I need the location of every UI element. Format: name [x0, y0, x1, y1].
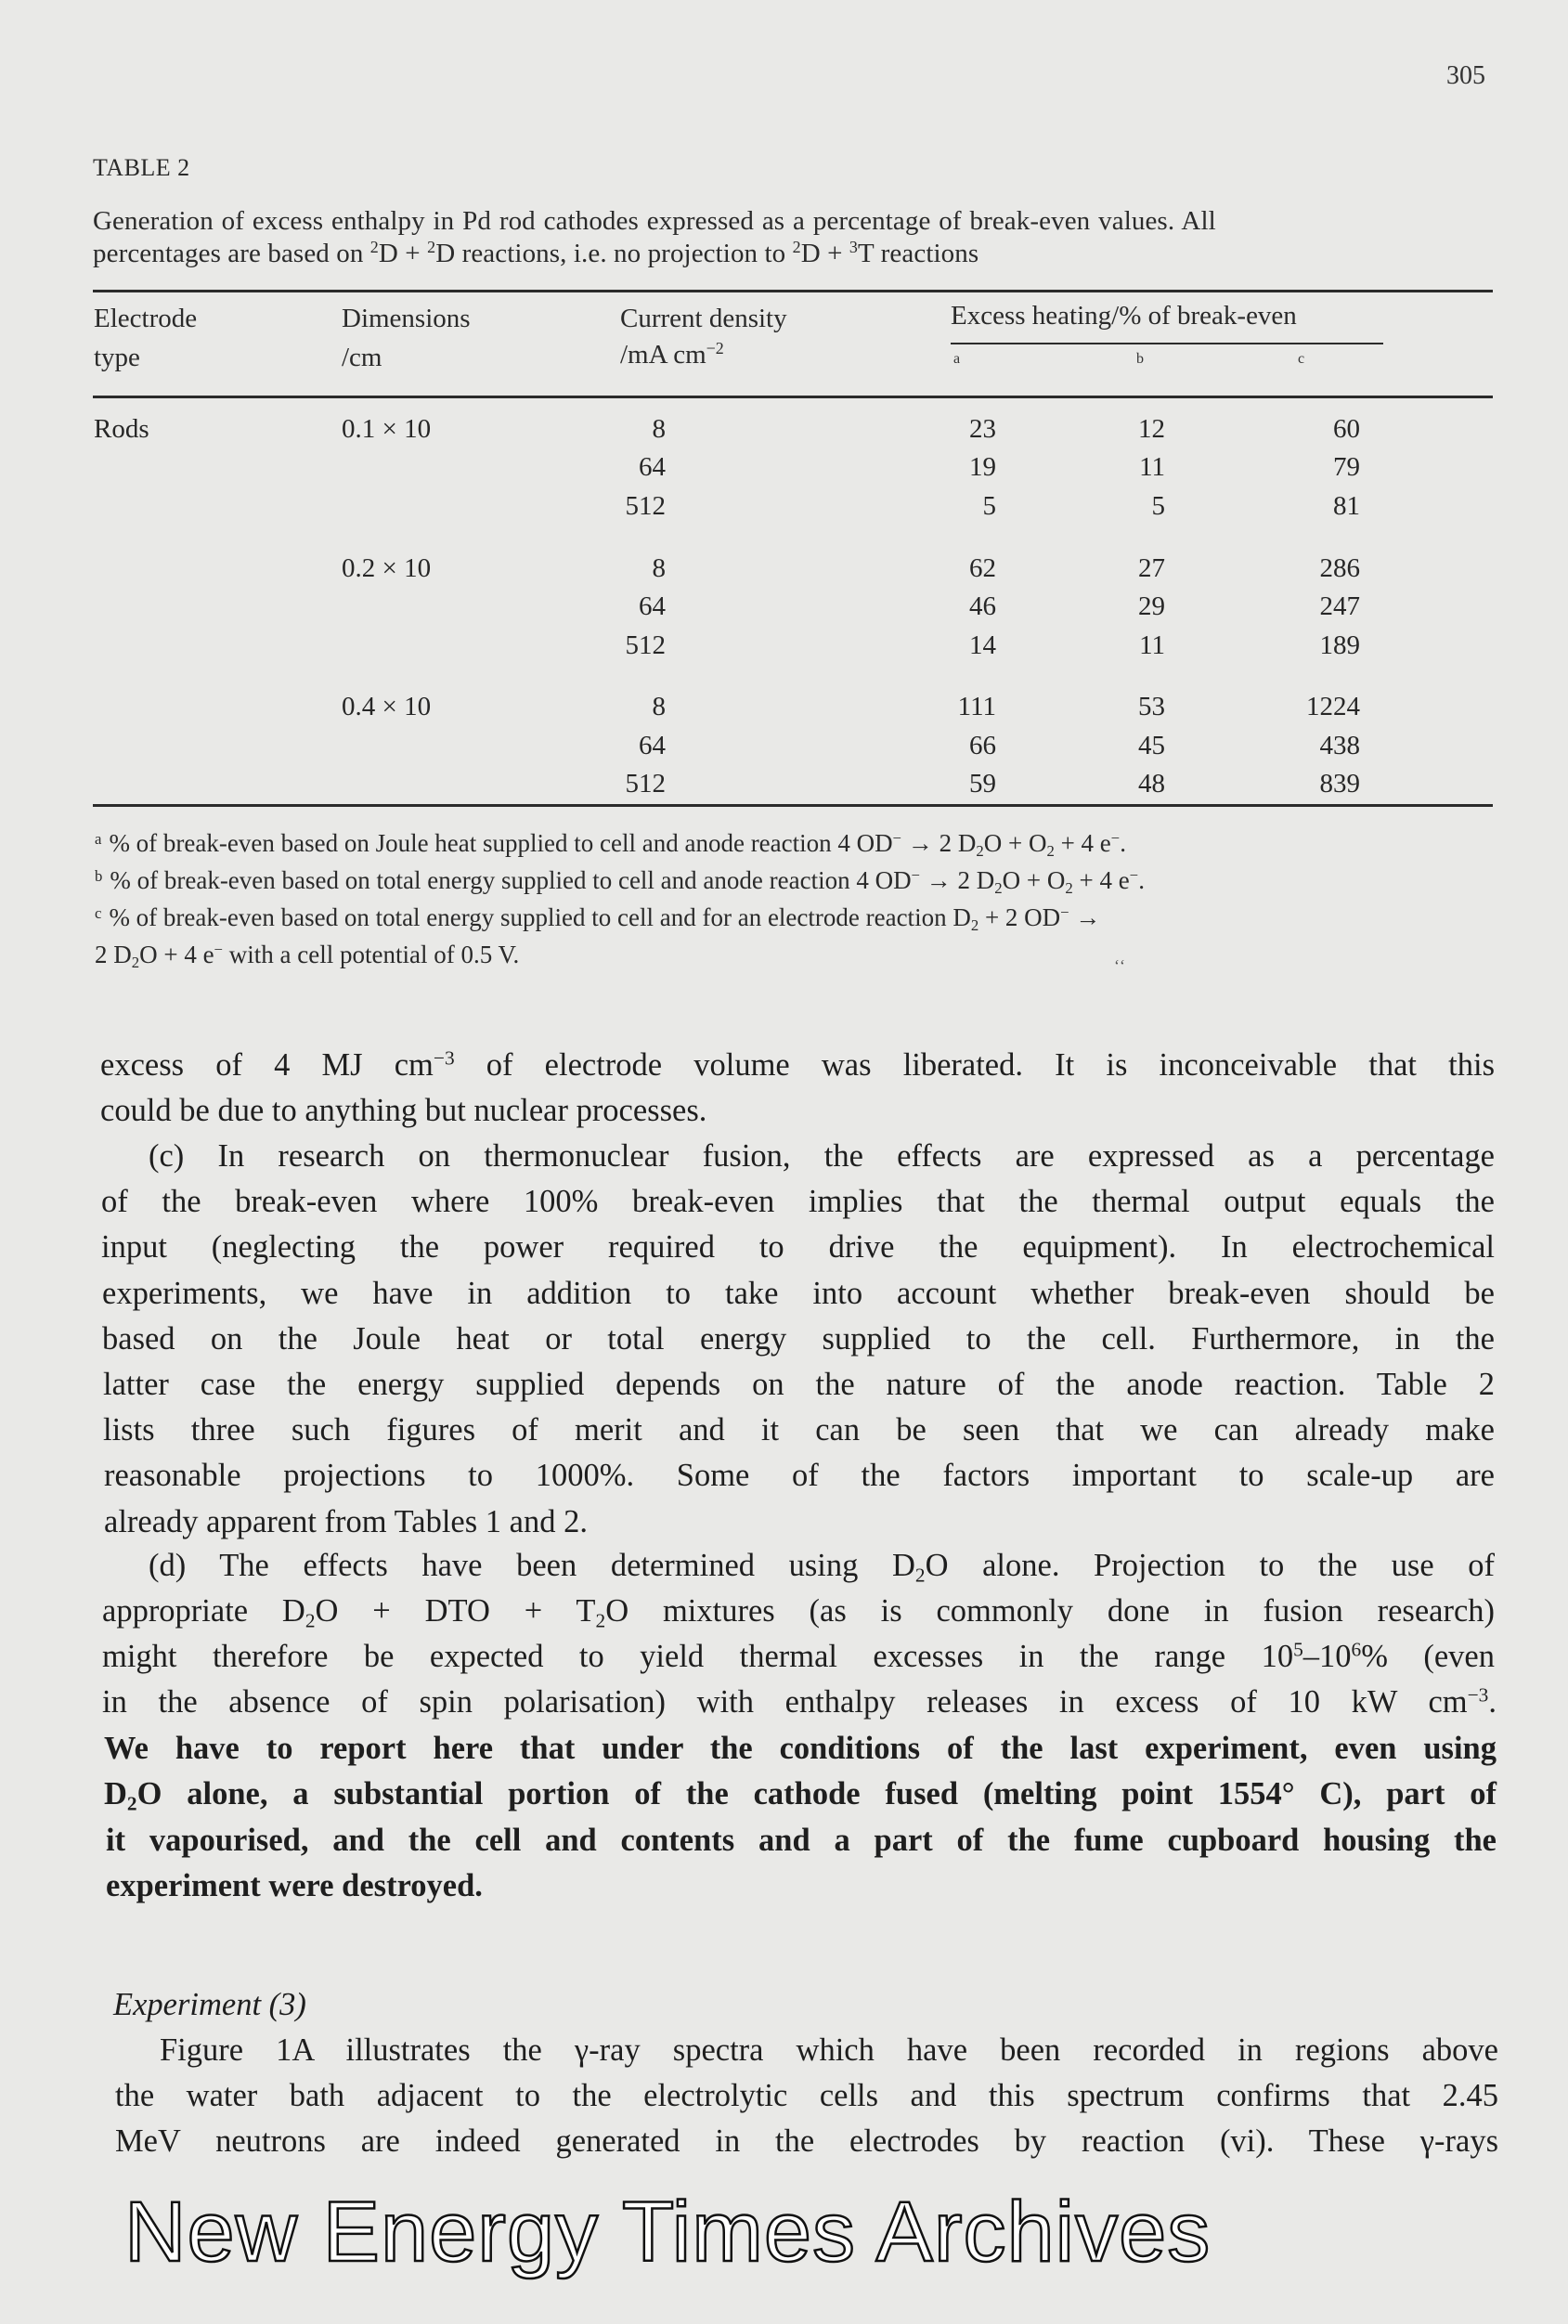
- body-text: appropriate D: [102, 1593, 305, 1629]
- cell-excess-a: 111: [957, 692, 996, 721]
- stray-mark: ʻʻ: [1114, 956, 1125, 975]
- cell-current-density: 64: [639, 452, 666, 482]
- table-caption-line-2: [93, 239, 978, 269]
- body-text: .: [1488, 1684, 1497, 1720]
- body-line: [102, 1684, 1497, 1720]
- superscript: −3: [1467, 1683, 1489, 1707]
- superscript: −: [892, 828, 902, 847]
- footnote-b: [95, 865, 1145, 898]
- footnote-text: .: [1120, 829, 1126, 857]
- body-line: [115, 2123, 1498, 2160]
- body-line: [103, 1367, 1495, 1403]
- paragraph-d-bold-line-4: experiment were destroyed.: [106, 1868, 483, 1903]
- paragraph-c-line: reasonable projections to 1000%. Some of the factors important to scale-up are: [104, 1458, 1495, 1494]
- cell-excess-b: 12: [1138, 414, 1165, 444]
- experiment-3-line: Figure 1A illustrates the γ-ray spectra which have been recorded in regions above: [160, 2032, 1498, 2068]
- caption-superscript: 2: [792, 238, 801, 257]
- header-sub-c: c: [1298, 351, 1305, 367]
- cell-current-density: 8: [652, 553, 666, 583]
- cell-excess-c: 79: [1333, 452, 1360, 482]
- body-text: –10: [1302, 1639, 1352, 1674]
- cell-current-density: 64: [639, 731, 666, 760]
- cell-excess-a: 46: [969, 591, 996, 621]
- footnote-text: →: [1069, 903, 1101, 931]
- cell-excess-b: 48: [1138, 769, 1165, 798]
- page-number: 305: [1446, 61, 1485, 90]
- experiment-3-line: MeV neutrons are indeed generated in the electrodes by reaction (vi). These γ-rays: [115, 2123, 1498, 2159]
- cell-current-density: 8: [652, 414, 666, 444]
- footnote-a: [95, 828, 1126, 861]
- header-sub-a: a: [953, 351, 961, 367]
- paragraph-c-line: input (neglecting the power required to drive the equipment). In electrochemical: [101, 1229, 1495, 1266]
- cell-excess-b: 5: [1151, 491, 1165, 521]
- body-line: [102, 1321, 1495, 1357]
- body-line: [101, 1229, 1495, 1266]
- body-line: [102, 1276, 1495, 1312]
- paragraph-d-line-1: [149, 1548, 1495, 1587]
- cell-excess-a: 14: [969, 630, 996, 660]
- table-label: TABLE 2: [93, 154, 190, 181]
- body-line: [104, 1776, 1497, 1815]
- paragraph-d-bold-line-2: [104, 1776, 1497, 1815]
- header-dimensions-unit: /cm: [342, 343, 382, 372]
- footnote-mark: c: [95, 903, 102, 922]
- paragraph-d-line-3: [102, 1639, 1495, 1675]
- paragraph-c-line: lists three such figures of merit and it can be seen that we can already make: [103, 1412, 1495, 1448]
- header-sub-b: b: [1136, 351, 1144, 367]
- subscript: 2: [305, 1609, 316, 1632]
- footnote-text: .: [1138, 866, 1145, 894]
- footnote-text: + 4 e: [1054, 829, 1111, 857]
- footnote-text: O + 4 e: [139, 941, 214, 968]
- cell-excess-c: 438: [1319, 731, 1360, 760]
- cell-excess-b: 29: [1138, 591, 1165, 621]
- cell-excess-b: 53: [1138, 692, 1165, 721]
- cell-excess-c: 839: [1319, 769, 1360, 798]
- cell-current-density: 512: [625, 769, 666, 798]
- cell-current-density: 64: [639, 591, 666, 621]
- paragraph-c-line: latter case the energy supplied depends on the nature of the anode reaction. Table 2: [103, 1367, 1495, 1402]
- body-line: [100, 1047, 1495, 1084]
- excess-heading-subrule: [951, 343, 1383, 344]
- subscript: 2: [131, 954, 140, 972]
- subscript: 2: [126, 1792, 137, 1815]
- body-line: [104, 1458, 1495, 1494]
- subscript: 2: [976, 842, 984, 861]
- cell-current-density: 512: [625, 630, 666, 660]
- cell-excess-b: 11: [1139, 630, 1165, 660]
- caption-text: D +: [800, 239, 849, 268]
- caption-text: D +: [378, 239, 428, 268]
- header-electrode: Electrode: [94, 304, 198, 333]
- subscript: 2: [914, 1564, 926, 1587]
- cell-excess-c: 1224: [1306, 692, 1360, 721]
- body-line: [101, 1184, 1495, 1220]
- caption-text: D reactions, i.e. no projection to: [435, 239, 793, 268]
- header-current-density-unit: [620, 340, 724, 370]
- footnote-text: O + O: [1002, 866, 1066, 894]
- subscript: 2: [1065, 879, 1073, 898]
- footnote-text: % of break-even based on total energy supplied to cell and for an electrode reaction D: [109, 903, 971, 931]
- body-text: D: [104, 1776, 127, 1811]
- cell-excess-a: 62: [969, 553, 996, 583]
- body-text: of electrode volume was liberated. It is inconceivable that this: [454, 1047, 1495, 1083]
- paragraph-d-bold-line-3: it vapourised, and the cell and contents and a part of the fume cupboard housing the: [106, 1823, 1497, 1858]
- footnote-text: 2 D: [95, 941, 132, 968]
- cell-excess-b: 27: [1138, 553, 1165, 583]
- footnote-c: [95, 902, 1101, 935]
- paragraph-c-line: of the break-even where 100% break-even implies that the thermal output equals the: [101, 1184, 1495, 1220]
- footnote-mark: a: [95, 829, 102, 848]
- header-excess-heating: Excess heating/% of break-even: [951, 301, 1297, 331]
- cell-excess-a: 66: [969, 731, 996, 760]
- cell-excess-b: 45: [1138, 731, 1165, 760]
- cell-excess-b: 11: [1139, 452, 1165, 482]
- header-dimensions: Dimensions: [342, 304, 471, 333]
- cell-current-density: 8: [652, 692, 666, 721]
- footnote-text: → 2 D: [920, 866, 995, 894]
- watermark: New Energy Times Archives: [124, 2185, 1212, 2279]
- paragraph-d-line-2: [102, 1593, 1495, 1632]
- header-unit-superscript: −2: [706, 339, 724, 358]
- paragraph-c-line: experiments, we have in addition to take into account whether break-even should be: [102, 1275, 1495, 1311]
- body-text: % (even: [1361, 1639, 1495, 1674]
- body-text: (d) The effects have been determined using D: [149, 1548, 915, 1583]
- caption-text: percentages are based on: [93, 239, 370, 268]
- cell-excess-c: 189: [1319, 630, 1360, 660]
- cell-excess-c: 247: [1319, 591, 1360, 621]
- caption-superscript: 2: [427, 238, 436, 257]
- subscript: 2: [970, 916, 979, 935]
- header-electrode-type: type: [94, 343, 140, 372]
- superscript: −: [911, 865, 921, 884]
- footnote-c-continued: [95, 940, 520, 972]
- caption-superscript: 3: [849, 238, 859, 257]
- experiment-3-line: the water bath adjacent to the electrolytic cells and this spectrum confirms that 2.45: [115, 2078, 1498, 2113]
- cell-excess-c: 81: [1333, 491, 1360, 521]
- cell-electrode-type: Rods: [94, 414, 149, 444]
- cell-excess-a: 59: [969, 769, 996, 798]
- header-unit-text: /mA cm: [620, 340, 706, 370]
- body-line: [149, 1138, 1495, 1175]
- cell-dimensions: 0.2 × 10: [342, 553, 432, 583]
- superscript: −: [1060, 902, 1069, 921]
- footnote-text: % of break-even based on total energy supplied to cell and anode reaction 4 OD: [110, 866, 912, 894]
- body-text: excess of 4 MJ cm: [100, 1047, 434, 1083]
- superscript: −3: [433, 1046, 455, 1070]
- footnote-text: + 4 e: [1072, 866, 1130, 894]
- cell-dimensions: 0.1 × 10: [342, 414, 432, 444]
- body-text: O alone, a substantial portion of the cathode fused (melting point 1554° C), part of: [136, 1776, 1497, 1811]
- body-text: O + DTO + T: [315, 1593, 596, 1629]
- table-top-rule: [93, 290, 1493, 292]
- subscript: 2: [994, 879, 1003, 898]
- table-bottom-rule: [93, 804, 1493, 807]
- superscript: 6: [1351, 1638, 1362, 1661]
- body-text: O mixtures (as is commonly done in fusion research): [605, 1593, 1495, 1629]
- footnote-text: % of break-even based on Joule heat supplied to cell and anode reaction 4 OD: [109, 829, 893, 857]
- table-header-rule: [93, 396, 1493, 398]
- footnote-text: with a cell potential of 0.5 V.: [223, 941, 520, 968]
- superscript: −: [214, 940, 224, 958]
- cell-excess-c: 286: [1319, 553, 1360, 583]
- subscript: 2: [1046, 842, 1055, 861]
- cell-current-density: 512: [625, 491, 666, 521]
- paragraph-1-line-2: could be due to anything but nuclear processes.: [100, 1093, 707, 1128]
- body-line: [102, 1593, 1495, 1632]
- paragraph-c-line: based on the Joule heat or total energy supplied to the cell. Furthermore, in the: [102, 1320, 1495, 1357]
- body-line: [149, 1548, 1495, 1587]
- cell-excess-c: 60: [1333, 414, 1360, 444]
- body-line: [103, 1412, 1495, 1448]
- body-line: [104, 1731, 1497, 1767]
- body-line: [102, 1639, 1495, 1675]
- cell-excess-a: 19: [969, 452, 996, 482]
- body-text: O alone. Projection to the use of: [925, 1548, 1495, 1583]
- body-text: might therefore be expected to yield thermal excesses in the range 10: [102, 1639, 1294, 1674]
- paragraph-c-line: already apparent from Tables 1 and 2.: [104, 1503, 588, 1539]
- caption-superscript: 2: [369, 238, 379, 257]
- subscript: 2: [595, 1609, 606, 1632]
- body-line: [106, 1823, 1497, 1859]
- superscript: 5: [1293, 1638, 1303, 1661]
- footnote-text: → 2 D: [901, 829, 977, 857]
- paragraph-d-line-4: [102, 1684, 1497, 1720]
- paragraph-d-bold-line-1: We have to report here that under the conditions of the last experiment, even using: [104, 1731, 1497, 1766]
- superscript: −: [1129, 865, 1139, 884]
- body-line: [115, 2078, 1498, 2114]
- header-current-density: Current density: [620, 304, 787, 333]
- cell-excess-a: 23: [969, 414, 996, 444]
- cell-dimensions: 0.4 × 10: [342, 692, 432, 721]
- table-caption-line-1: Generation of excess enthalpy in Pd rod cathodes expressed as a percentage of break-even values. All: [93, 206, 1216, 236]
- footnote-mark: b: [95, 866, 103, 885]
- footnote-text: O + O: [983, 829, 1047, 857]
- footnote-text: + 2 OD: [978, 903, 1061, 931]
- body-line: [160, 2032, 1498, 2069]
- paragraph-1-line-1: [100, 1047, 1495, 1084]
- cell-excess-a: 5: [982, 491, 996, 521]
- caption-text: T reactions: [858, 239, 979, 268]
- paragraph-c-line: (c) In research on thermonuclear fusion, the effects are expressed as a percentage: [149, 1138, 1495, 1174]
- superscript: −: [1110, 828, 1121, 847]
- body-line: [104, 1504, 588, 1540]
- section-heading-experiment-3: Experiment (3): [113, 1987, 306, 2022]
- body-text: in the absence of spin polarisation) with enthalpy releases in excess of 10 kW cm: [102, 1684, 1468, 1720]
